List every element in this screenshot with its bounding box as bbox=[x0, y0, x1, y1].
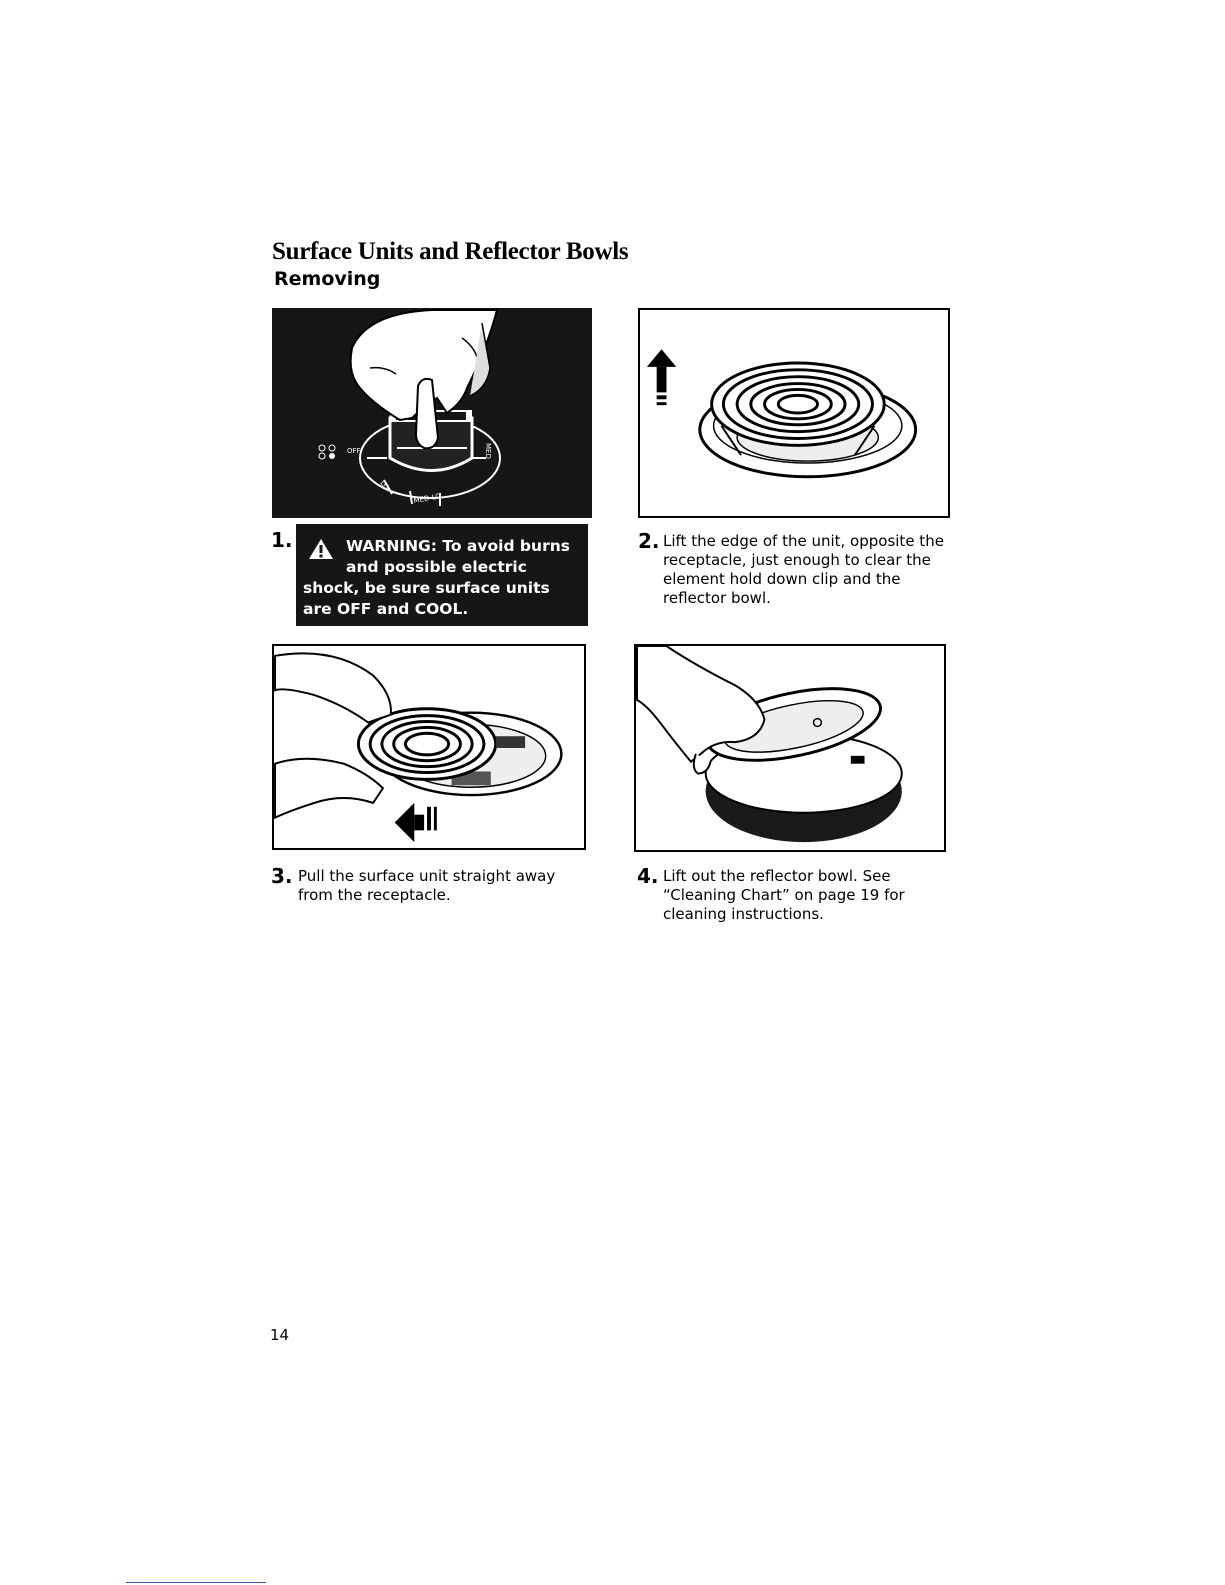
warning-icon bbox=[308, 538, 334, 560]
illustration-control-knob bbox=[272, 308, 592, 518]
step-2-text: Lift the edge of the unit, opposite the receptacle, just enough to clear the element hold down clip and the reflector bowl. bbox=[663, 532, 944, 607]
step-3-text: Pull the surface unit straight away from the receptacle. bbox=[298, 867, 556, 904]
warning-box bbox=[296, 524, 588, 626]
dial-label-med: MED bbox=[484, 443, 492, 459]
warning-text-line2: shock, be sure surface units are OFF and COOL. bbox=[303, 579, 550, 618]
dial-label-off: OFF bbox=[347, 447, 361, 455]
illustration-pull-unit bbox=[272, 644, 586, 850]
dial-label-lo: LO bbox=[378, 479, 391, 492]
page-number: 14 bbox=[270, 1326, 290, 1344]
step-2-number: 2. bbox=[638, 529, 660, 553]
dial-label-med-lo: MED-LO bbox=[412, 492, 442, 505]
control-knob-drawing bbox=[272, 308, 592, 518]
left-arrow-icon bbox=[395, 803, 415, 842]
step-3-number: 3. bbox=[271, 864, 293, 888]
step-4-number: 4. bbox=[637, 864, 659, 888]
footer-rule bbox=[126, 1582, 266, 1584]
warning-text-line1: WARNING: To avoid burns and possible electric bbox=[346, 537, 570, 576]
step-4-text: Lift out the reflector bowl. See “Cleaning Chart” on page 19 for cleaning instructions. bbox=[663, 867, 905, 923]
step-1-number: 1. bbox=[271, 528, 293, 552]
lift-unit-drawing bbox=[640, 310, 948, 516]
illustration-lift-bowl bbox=[634, 644, 946, 852]
section-subtitle: Removing bbox=[274, 268, 381, 290]
pull-unit-drawing bbox=[274, 646, 584, 848]
illustration-lift-unit bbox=[638, 308, 950, 518]
up-arrow-icon bbox=[647, 349, 676, 367]
lift-bowl-drawing bbox=[636, 646, 944, 850]
page-title: Surface Units and Reflector Bowls bbox=[272, 238, 629, 265]
